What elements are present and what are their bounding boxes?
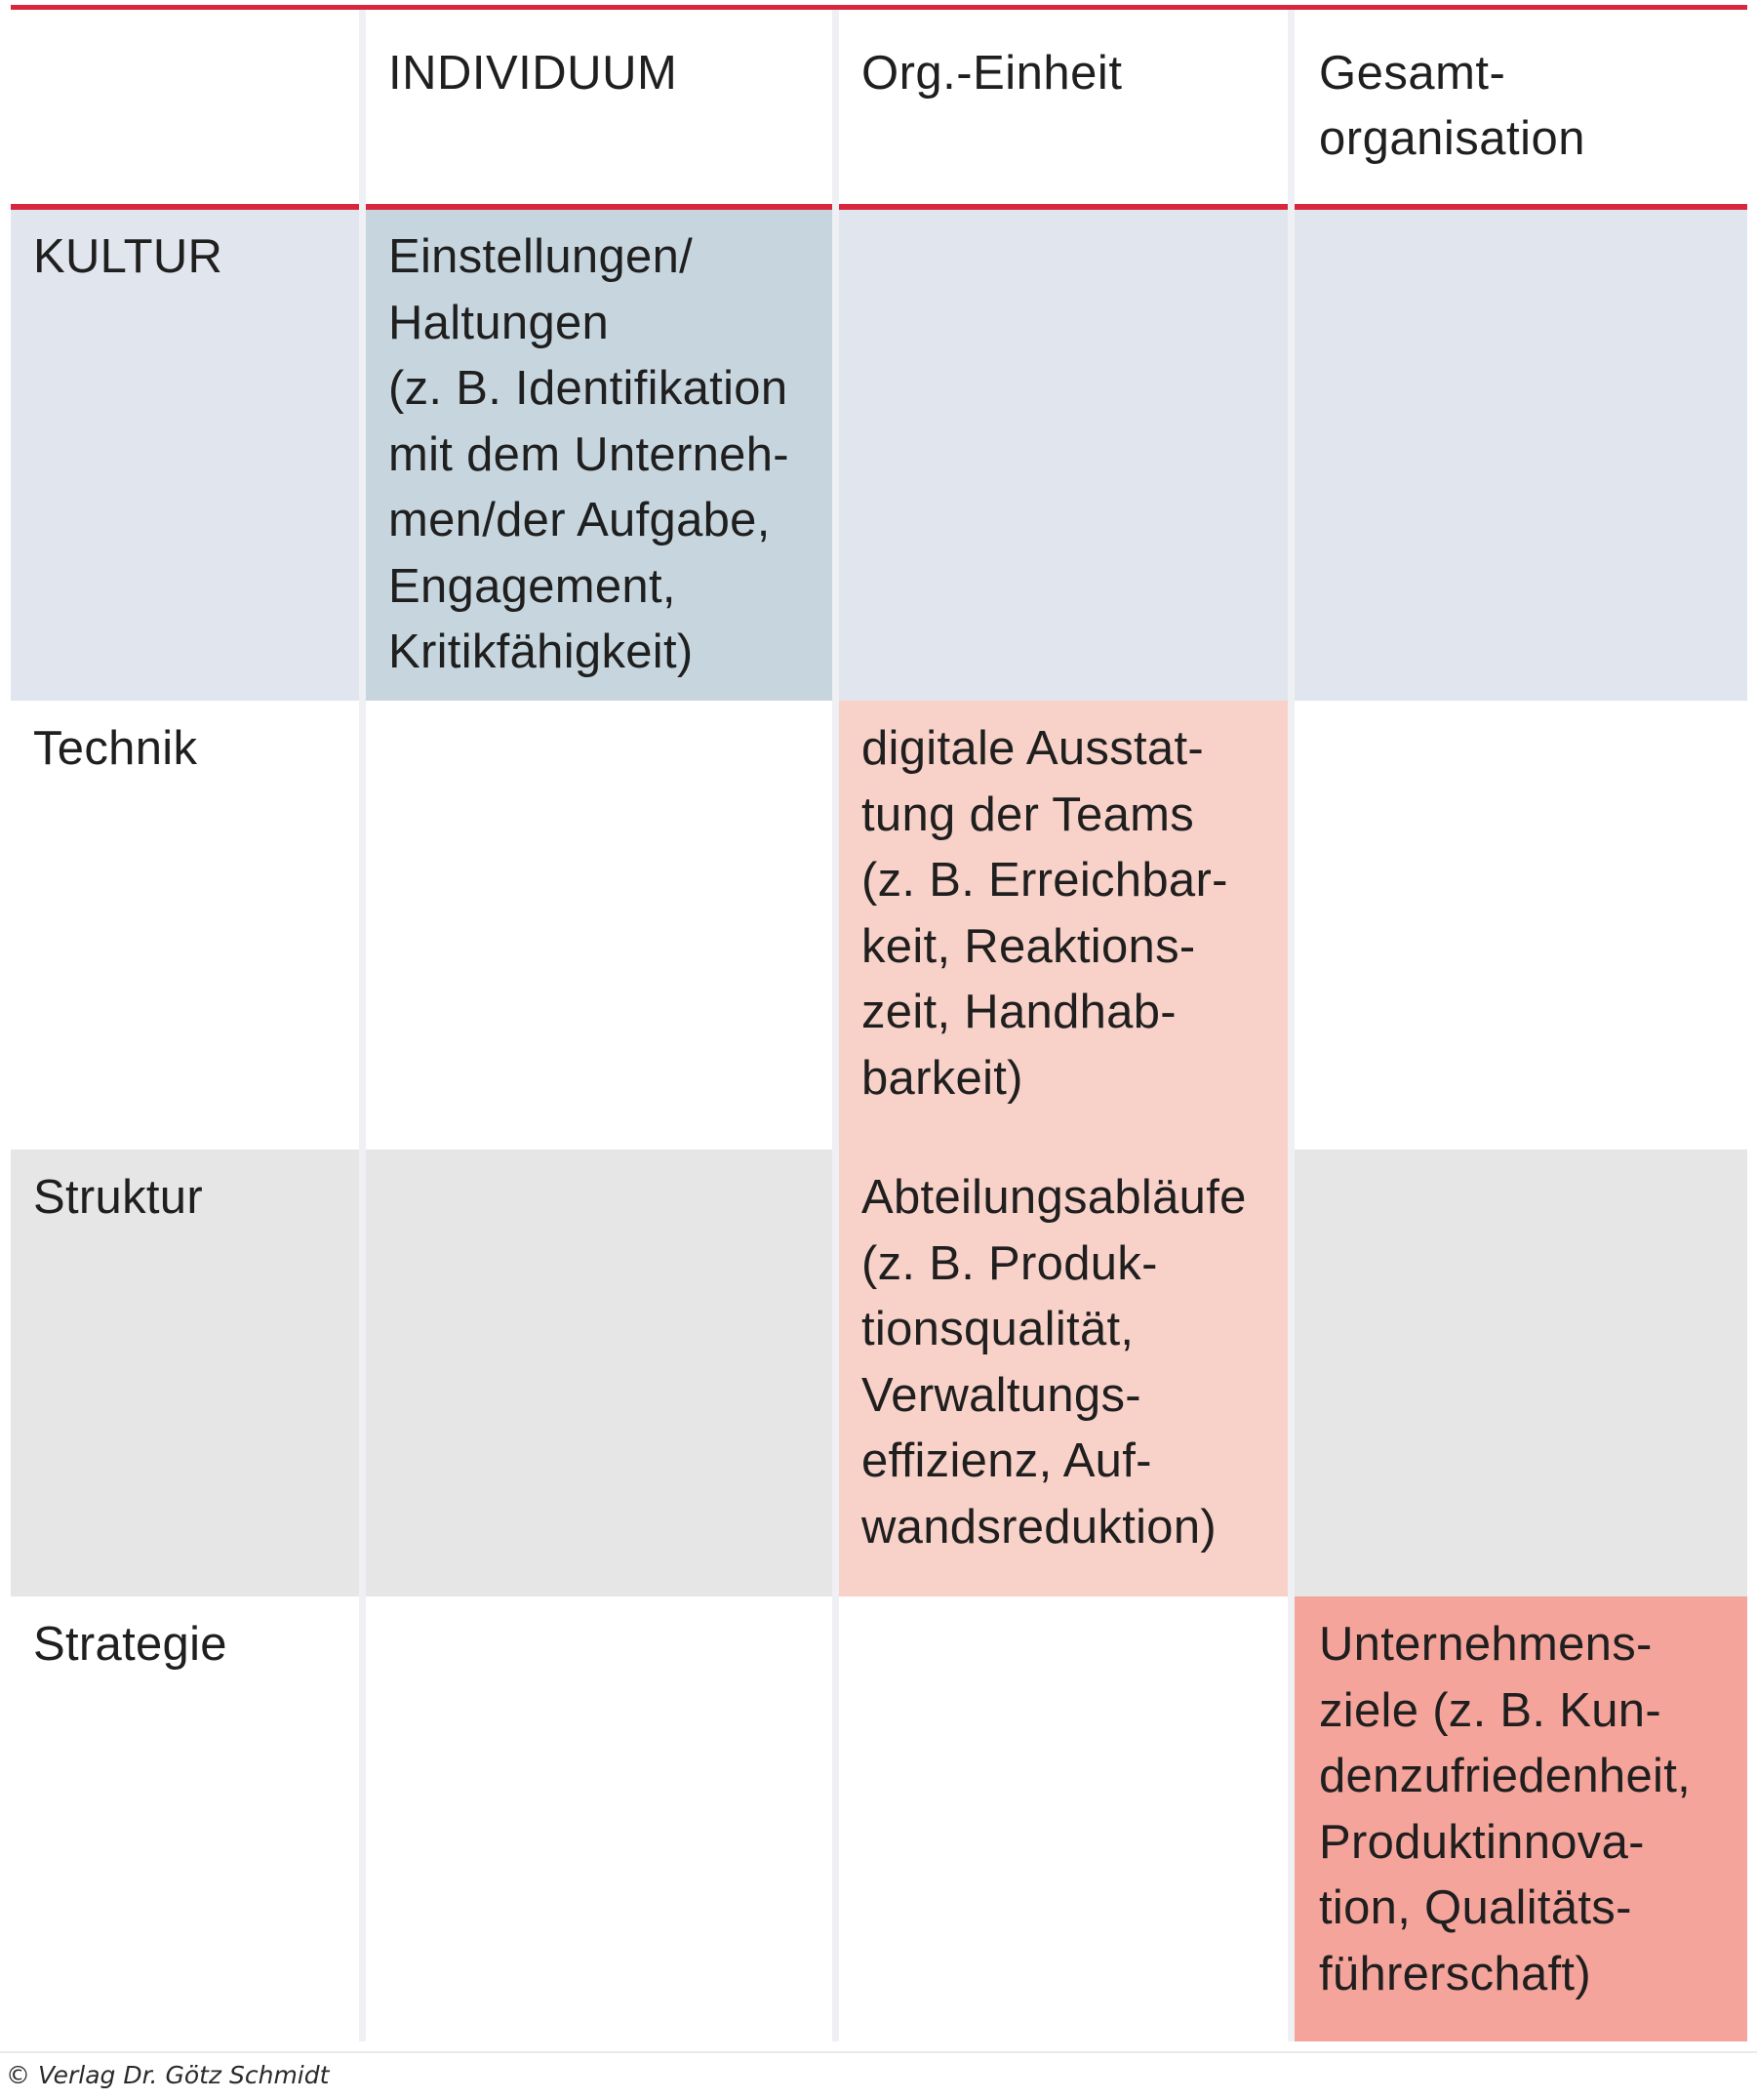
technik-org-text: digitale Ausstat- tung der Teams (z. B. Erreichbar- keit, Reaktions- zeit, Handhab- barkeit) bbox=[861, 722, 1228, 1105]
row-label-kultur: KULTUR bbox=[33, 230, 223, 283]
column-separator bbox=[832, 10, 839, 2041]
strategie-gesamt-text: Unternehmens- ziele (z. B. Kun- denzufriedenheit, Produktinnova- tion, Qualitäts- führerschaft) bbox=[1319, 1618, 1692, 2000]
kultur-org-cell bbox=[839, 210, 1288, 701]
row-label-struktur: Struktur bbox=[33, 1171, 203, 1224]
header-org-einheit: Org.-Einheit bbox=[861, 47, 1123, 100]
struktur-org-text: Abteilungsabläufe (z. B. Produk- tionsqualität, Verwaltungs- effizienz, Auf- wandsreduktion) bbox=[861, 1171, 1247, 1554]
struktur-gesamt-cell bbox=[1295, 1150, 1747, 1596]
kultur-gesamt-cell bbox=[1295, 210, 1747, 701]
kultur-individuum-text: Einstellungen/ Haltungen (z. B. Identifikation mit dem Unterneh- men/der Aufgabe, Engagement, Kritikfähigkeit) bbox=[388, 230, 789, 678]
header-gesamtorganisation: Gesamt- organisation bbox=[1319, 47, 1585, 165]
row-label-strategie: Strategie bbox=[33, 1618, 227, 1671]
bottom-border bbox=[0, 2051, 1757, 2053]
header-individuum: INDIVIDUUM bbox=[388, 47, 678, 100]
struktur-individuum-cell bbox=[366, 1150, 832, 1596]
column-separator bbox=[1288, 10, 1295, 2041]
column-separator bbox=[359, 10, 366, 2041]
top-rule bbox=[11, 5, 1747, 10]
copyright-footer: © Verlag Dr. Götz Schmidt bbox=[6, 2061, 330, 2089]
row-label-technik: Technik bbox=[33, 722, 198, 775]
